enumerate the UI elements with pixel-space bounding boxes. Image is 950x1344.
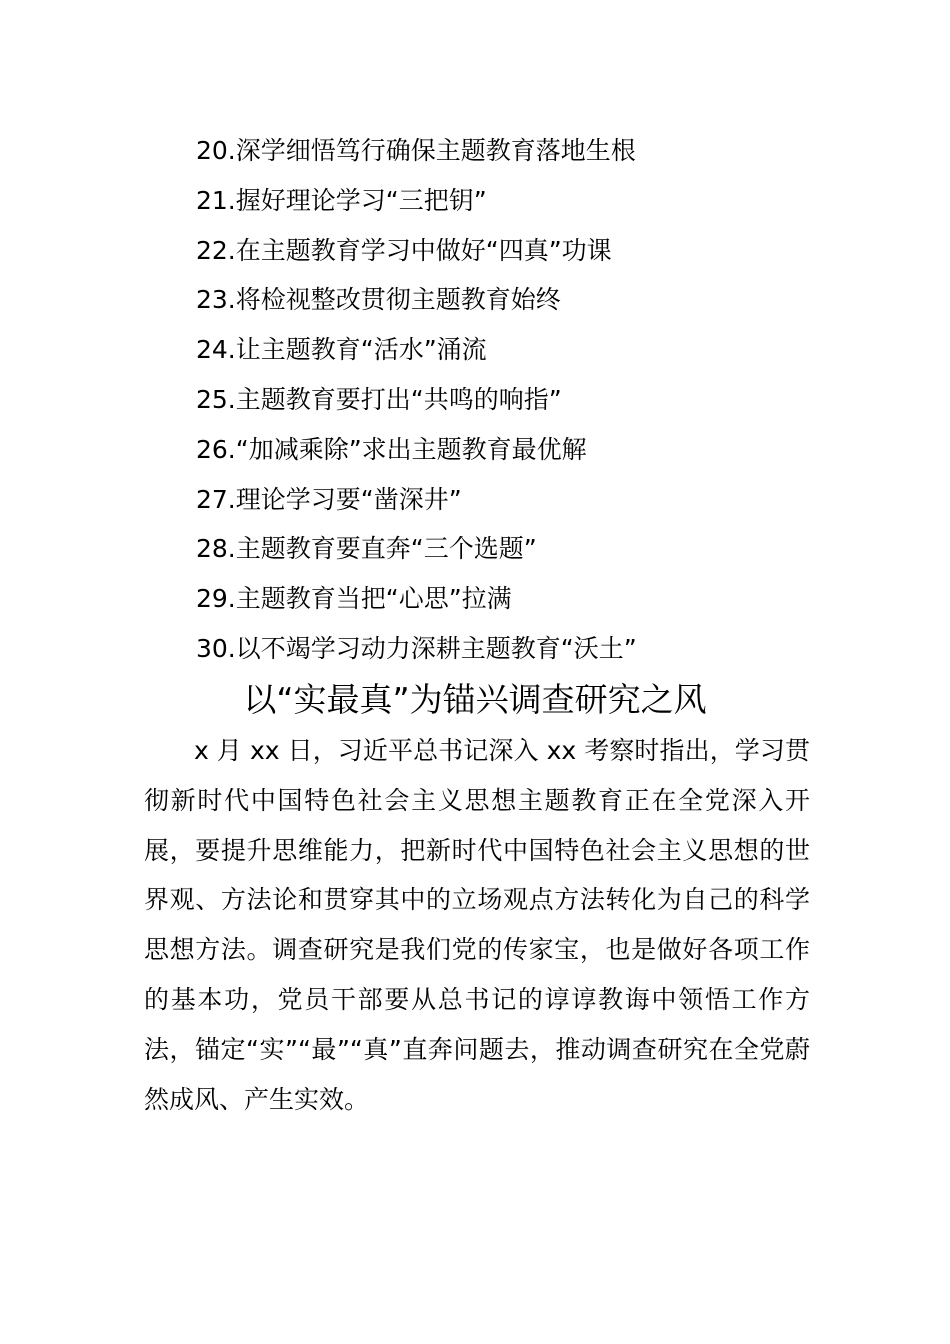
list-item: 27.理论学习要“凿深井”	[196, 484, 462, 514]
list-item: 30.以不竭学习动力深耕主题教育“沃土”	[196, 633, 637, 663]
topic-list	[196, 128, 637, 676]
list-item: 26.“加减乘除”求出主题教育最优解	[196, 434, 587, 464]
list-item: 25.主题教育要打出“共鸣的响指”	[196, 384, 562, 414]
list-item: 29.主题教育当把“心思”拉满	[196, 584, 512, 614]
list-item: 20.深学细悟笃行确保主题教育落地生根	[196, 136, 636, 165]
list-item: 24.让主题教育“活水”涌流	[196, 335, 487, 365]
list-item: 21.握好理论学习“三把钥”	[196, 185, 487, 215]
list-item: 22.在主题教育学习中做好“四真”功课	[196, 235, 612, 265]
list-item: 23.将检视整改贯彻主题教育始终	[196, 285, 561, 315]
article-paragraph: x 月 xx 日，习近平总书记深入 xx 考察时指出，学习贯彻新时代中国特色社会主义思想主题教育正在全党深入开展，要提升思维能力，把新时代中国特色社会主义思想的世界观、方法论和贯穿其中的立场观点方法转化为自己的科学思想方法。调查研究是我们党的传家宝，也是做好各项工作的基本功，党员干部要从总书记的谆谆教诲中领悟工作方法，锚定“实”“最”“真”直奔问题去，推动调查研究在全党蔚然成风、产生实效。	[144, 736, 810, 1114]
article-title: 以“实最真”为锚兴调查研究之风	[243, 680, 707, 719]
list-item: 28.主题教育要直奔“三个选题”	[196, 534, 537, 564]
